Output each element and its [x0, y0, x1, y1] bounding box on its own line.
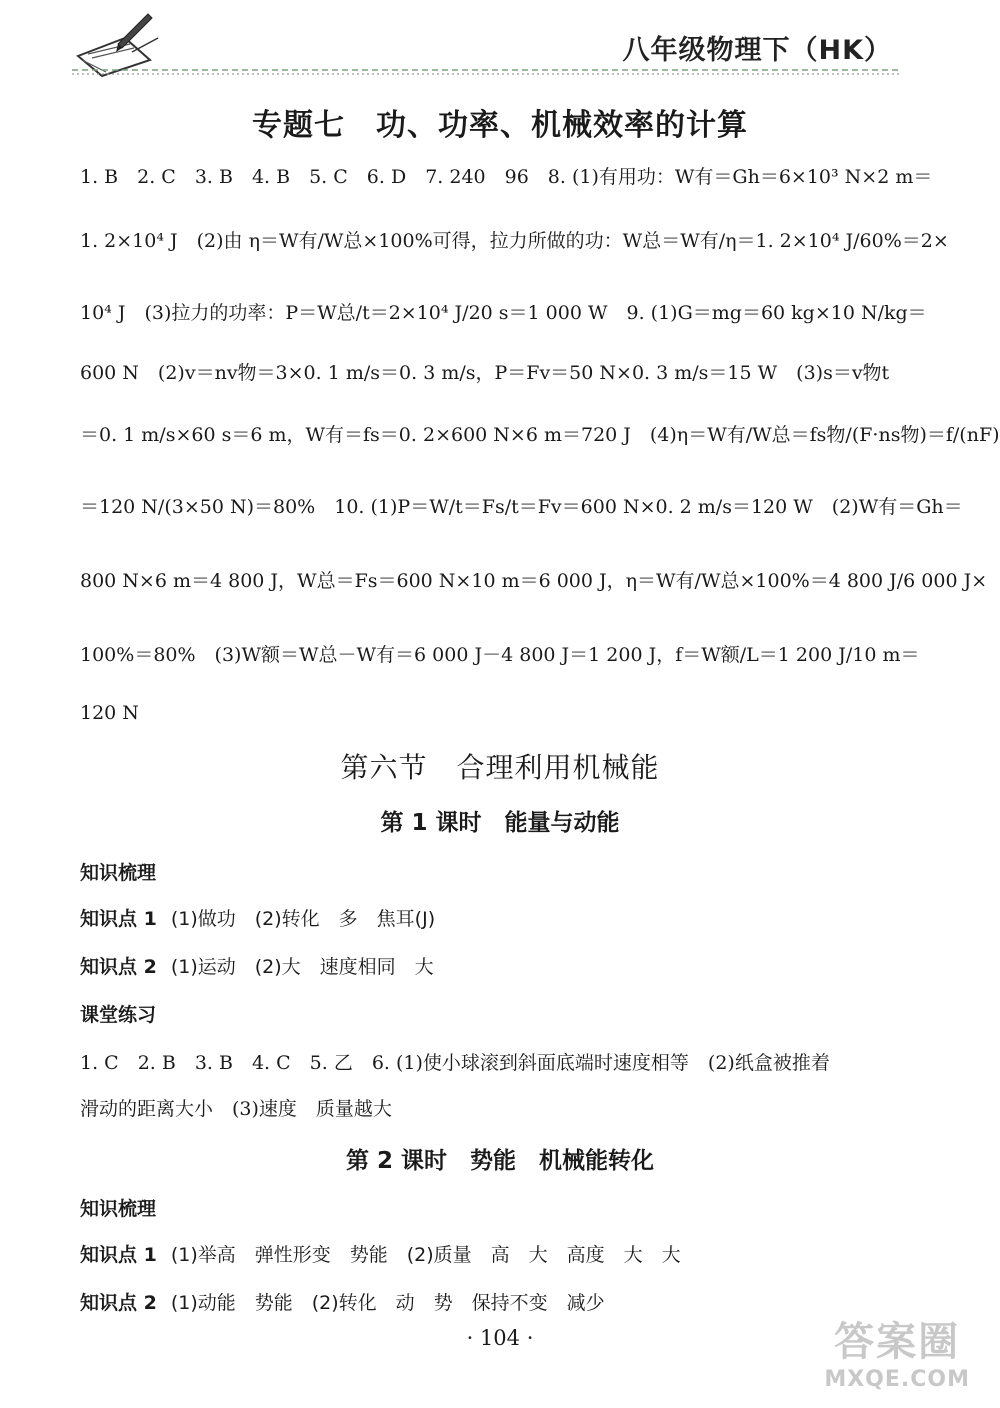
kp-tag: 知识点 2: [80, 956, 157, 978]
header-divider: [72, 68, 902, 76]
kp-tag: 知识点 1: [80, 908, 157, 930]
watermark-line-1: 答案圈: [834, 1319, 961, 1365]
answer-line-5: ＝0. 1 m/s×60 s＝6 m，W有＝fs＝0. 2×600 N×6 m＝720 J (4)η＝W有/W总＝fs物/(F·ns物)＝f/(nF): [80, 424, 1000, 446]
kp-text: (1)举高 弹性形变 势能 (2)质量 高 大 高度 大 大: [170, 1244, 681, 1266]
answer-line-1: 1. B 2. C 3. B 4. B 5. C 6. D 7. 240 96 8. (1)有用功：W有＝Gh＝6×10³ N×2 m＝: [80, 166, 933, 188]
answer-line-6: ＝120 N/(3×50 N)＝80% 10. (1)P＝W/t＝Fs/t＝Fv＝600 N×0. 2 m/s＝120 W (2)W有＝Gh＝: [80, 496, 963, 518]
watermark: [824, 1310, 970, 1392]
answer-line-2: 1. 2×10⁴ J (2)由 η＝W有/W总×100%可得，拉力所做的功：W总＝W有/η＝1. 2×10⁴ J/60%＝2×: [80, 230, 949, 252]
header-title: 八年级物理下（HK）: [622, 35, 892, 66]
practice-line-2: 滑动的距离大小 (3)速度 质量越大: [80, 1098, 392, 1120]
lesson-1-kp1: [80, 904, 435, 931]
answer-line-7: 800 N×6 m＝4 800 J，W总＝Fs＝600 N×10 m＝6 000 J，η＝W有/W总×100%＝4 800 J/6 000 J×: [80, 570, 988, 592]
kp-text: (1)动能 势能 (2)转化 动 势 保持不变 减少: [170, 1292, 605, 1314]
lesson-1-practice-heading: 课堂练习: [80, 1004, 157, 1026]
kp-text: (1)运动 (2)大 速度相同 大: [170, 956, 434, 978]
answer-line-9: 120 N: [80, 702, 139, 724]
kp-tag: 知识点 1: [80, 1244, 157, 1266]
section-title: 第六节 合理利用机械能: [340, 751, 660, 784]
lesson-1-kp2: [80, 952, 434, 979]
watermark-line-2: MXQE.COM: [824, 1367, 970, 1392]
answer-line-4: 600 N (2)v＝nv物＝3×0. 1 m/s＝0. 3 m/s，P＝Fv＝50 N×0. 3 m/s＝15 W (3)s＝v物t: [80, 362, 890, 384]
topic-title: 专题七 功、功率、机械效率的计算: [252, 108, 748, 143]
lesson-2-kp2: [80, 1288, 605, 1315]
practice-line-1: 1. C 2. B 3. B 4. C 5. 乙 6. (1)使小球滚到斜面底端时速度相等 (2)纸盒被推着: [80, 1052, 830, 1074]
lesson-2-review-heading: 知识梳理: [80, 1198, 157, 1220]
kp-text: (1)做功 (2)转化 多 焦耳(J): [170, 908, 436, 930]
lesson-1-title: 第 1 课时 能量与动能: [380, 810, 620, 836]
page-number: · 104 ·: [466, 1326, 534, 1350]
lesson-2-kp1: [80, 1240, 681, 1267]
kp-tag: 知识点 2: [80, 1292, 157, 1314]
answer-line-3: 10⁴ J (3)拉力的功率：P＝W总/t＝2×10⁴ J/20 s＝1 000 W 9. (1)G＝mg＝60 kg×10 N/kg＝: [80, 302, 927, 324]
lesson-2-title: 第 2 课时 势能 机械能转化: [345, 1148, 655, 1174]
lesson-1-review-heading: 知识梳理: [80, 862, 157, 884]
answer-line-8: 100%＝80% (3)W额＝W总－W有＝6 000 J－4 800 J＝1 200 J，f＝W额/L＝1 200 J/10 m＝: [80, 644, 920, 666]
